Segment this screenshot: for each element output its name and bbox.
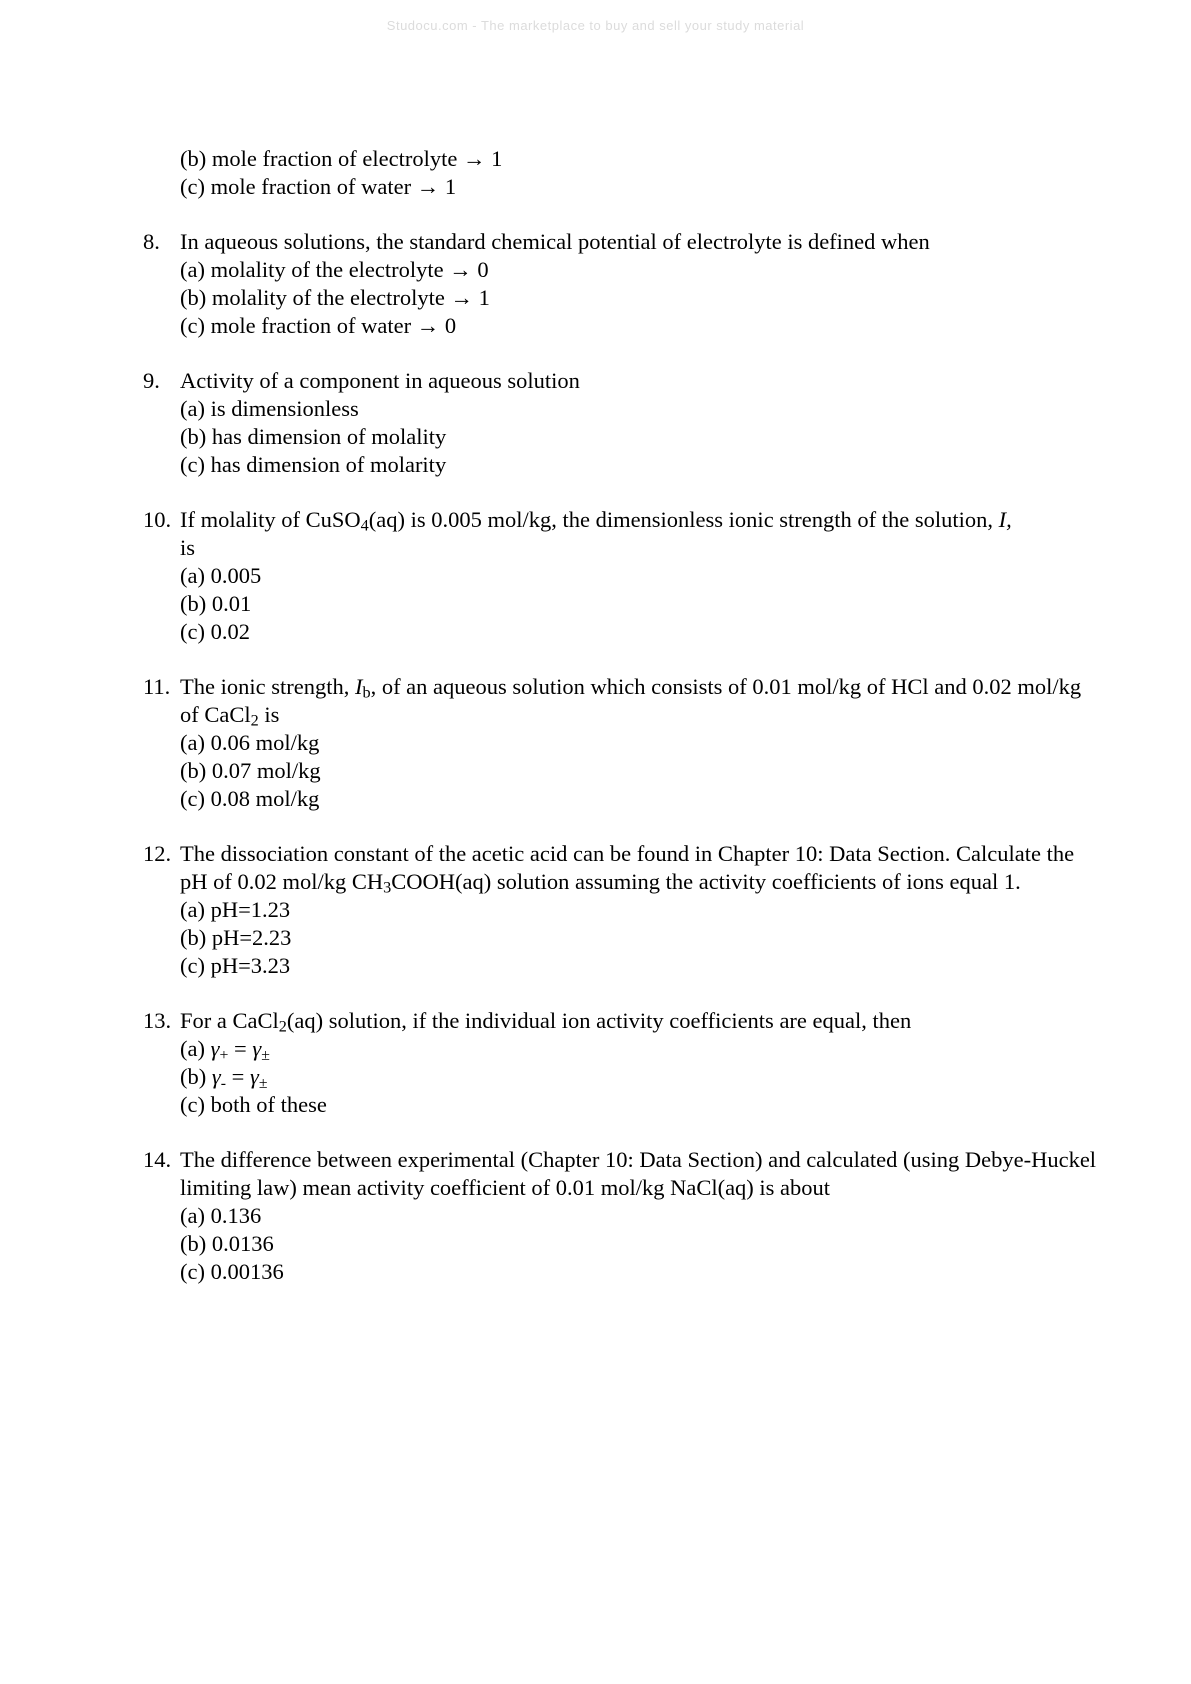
question-8 [143, 228, 1103, 340]
option-a: (a) 0.005 [180, 563, 262, 588]
option-b: (b) 0.01 [180, 591, 252, 616]
option-c: (c) both of these [180, 1092, 327, 1117]
option-b: (b) 0.07 mol/kg [180, 758, 321, 783]
question-9 [143, 367, 1103, 479]
question-number: 11. [143, 674, 171, 699]
question-text: For a CaCl$_2$(aq) solution, if the individual ion activity coefficients are equal, then [180, 1008, 912, 1036]
option-a: (a) molality of the electrolyte → 0 [180, 257, 489, 282]
option-a: (a) pH=1.23 [180, 897, 291, 922]
option-c: (c) mole fraction of water → 0 [180, 313, 457, 338]
question-number: 12. [143, 841, 172, 866]
question-10 [143, 506, 1103, 646]
option-b: (b) 0.0136 [180, 1231, 274, 1256]
question-number: 10. [143, 507, 172, 532]
option-b: (b) γ- = γ± [180, 1064, 268, 1092]
question-number: 14. [143, 1147, 172, 1172]
question-text: The ionic strength, $I_b$, of an aqueous solution which consists of 0.01 mol/kg of HCl and 0.02 mol/kg of CaCl$_2$ is [180, 674, 1082, 730]
question-11 [143, 673, 1103, 813]
option-c: (c) 0.02 [180, 619, 250, 644]
question-13 [143, 1007, 1103, 1119]
question-text: The difference between experimental (Chapter 10: Data Section) and calculated (using Debye-Huckel limiting law) mean activity coefficient of 0.01 mol/kg NaCl(aq) is about [180, 1147, 1097, 1200]
option-b: (b) has dimension of molality [180, 424, 447, 449]
continued-options [180, 145, 1103, 201]
option-c: (c) has dimension of molarity [180, 452, 447, 477]
option-b: (b) pH=2.23 [180, 925, 292, 950]
option-c: (c) pH=3.23 [180, 953, 291, 978]
watermark: Studocu.com - The marketplace to buy and sell your study material [386, 18, 805, 33]
option-a: (a) γ+ = γ± [180, 1036, 270, 1064]
question-number: 9. [143, 368, 160, 393]
option-b: (b) molality of the electrolyte → 1 [180, 285, 490, 310]
question-sheet [143, 145, 1103, 1286]
option-a: (a) is dimensionless [180, 396, 359, 421]
option-c: (c) mole fraction of water → 1 [180, 174, 457, 199]
question-text: If molality of CuSO$_4$(aq) is 0.005 mol/kg, the dimensionless ionic strength of the solution, I, is [180, 507, 1012, 560]
option-a: (a) 0.06 mol/kg [180, 730, 320, 755]
option-a: (a) 0.136 [180, 1203, 262, 1228]
option-b: (b) mole fraction of electrolyte → 1 [180, 146, 503, 171]
question-number: 8. [143, 229, 160, 254]
question-text: The dissociation constant of the acetic acid can be found in Chapter 10: Data Section. Calculate the pH of 0.02 mol/kg $CH_3COOH(aq)$ solution assuming the activity coefficients of ions equal 1. [180, 841, 1075, 897]
option-c: (c) 0.00136 [180, 1259, 284, 1284]
question-12 [143, 840, 1103, 980]
question-14 [143, 1146, 1103, 1286]
question-text: In aqueous solutions, the standard chemical potential of electrolyte is defined when [180, 229, 930, 254]
question-number: 13. [143, 1008, 172, 1033]
question-text: Activity of a component in aqueous solution [180, 368, 580, 393]
option-c: (c) 0.08 mol/kg [180, 786, 320, 811]
